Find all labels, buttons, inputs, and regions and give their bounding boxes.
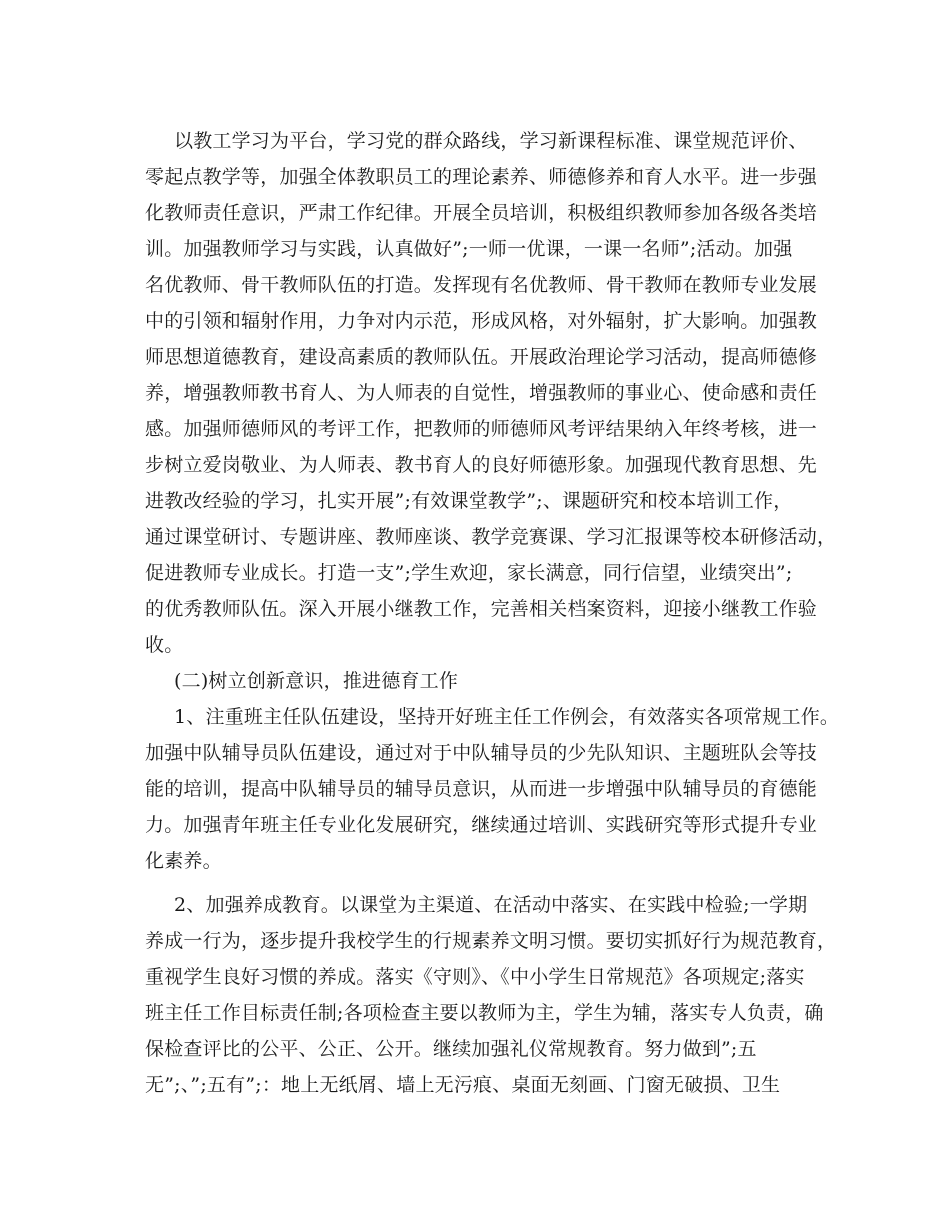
text-line: 加强中队辅导员队伍建设，通过对于中队辅导员的少先队知识、主题班队会等技 xyxy=(145,742,818,764)
text-line: 力。加强青年班主任专业化发展研究，继续通过培训、实践研究等形式提升专业 xyxy=(145,814,818,836)
text-line: 能的培训，提高中队辅导员的辅导员意识，从而进一步增强中队辅导员的育德能 xyxy=(145,778,818,800)
text-line: 1、注重班主任队伍建设，坚持开好班主任工作例会，有效落实各项常规工作。 xyxy=(174,706,840,728)
text-line: 训。加强教师学习与实践，认真做好”;一师一优课，一课一名师”;活动。加强 xyxy=(145,238,793,260)
text-line: 养，增强教师教书育人、为人师表的自觉性，增强教师的事业心、使命感和责任 xyxy=(145,382,818,404)
text-line: 以教工学习为平台，学习党的群众路线，学习新课程标准、课堂规范评价、 xyxy=(174,130,808,152)
text-line: 促进教师专业成长。打造一支”;学生欢迎，家长满意，同行信望，业绩突出”; xyxy=(145,562,793,584)
text-line: 中的引领和辐射作用，力争对内示范，形成风格，对外辐射，扩大影响。加强教 xyxy=(145,310,818,332)
text-line: 进教改经验的学习，扎实开展”;有效课堂教学”;、课题研究和校本培训工作， xyxy=(145,490,793,512)
text-line: 化教师责任意识，严肃工作纪律。开展全员培训，积极组织教师参加各级各类培 xyxy=(145,202,818,224)
text-line: 班主任工作目标责任制;各项检查主要以教师为主，学生为辅，落实专人负责，确 xyxy=(145,1002,824,1024)
text-line: 零起点教学等，加强全体教职员工的理论素养、师德修养和育人水平。进一步强 xyxy=(145,166,818,188)
text-line: 师思想道德教育，建设高素质的教师队伍。开展政治理论学习活动，提高师德修 xyxy=(145,346,818,368)
text-line: 的优秀教师队伍。深入开展小继教工作，完善相关档案资料，迎接小继教工作验 xyxy=(145,598,818,620)
text-line: 通过课堂研讨、专题讲座、教师座谈、教学竞赛课、学习汇报课等校本研修活动， xyxy=(145,526,837,548)
text-line: 养成一行为，逐步提升我校学生的行规素养文明习惯。要切实抓好行为规范教育， xyxy=(145,930,837,952)
text-line: 收。 xyxy=(145,634,184,656)
text-line: 保检查评比的公平、公正、公开。继续加强礼仪常规教育。努力做到”;五 xyxy=(145,1038,757,1060)
section-heading: (二)树立创新意识，推进德育工作 xyxy=(174,670,459,692)
text-line: 2、加强养成教育。以课堂为主渠道、在活动中落实、在实践中检验;一学期 xyxy=(174,894,808,916)
text-line: 感。加强师德师风的考评工作，把教师的师德师风考评结果纳入年终考核，进一 xyxy=(145,418,818,440)
text-line: 步树立爱岗敬业、为人师表、教书育人的良好师德形象。加强现代教育思想、先 xyxy=(145,454,818,476)
text-line: 重视学生良好习惯的养成。落实《守则》、《中小学生日常规范》各项规定;落实 xyxy=(145,966,805,988)
text-line: 名优教师、骨干教师队伍的打造。发挥现有名优教师、骨干教师在教师专业发展 xyxy=(145,274,818,296)
text-line: 无”;、”;五有”;：地上无纸屑、墙上无污痕、桌面无刻画、门窗无破损、卫生 xyxy=(145,1074,781,1096)
text-line: 化素养。 xyxy=(145,850,222,872)
